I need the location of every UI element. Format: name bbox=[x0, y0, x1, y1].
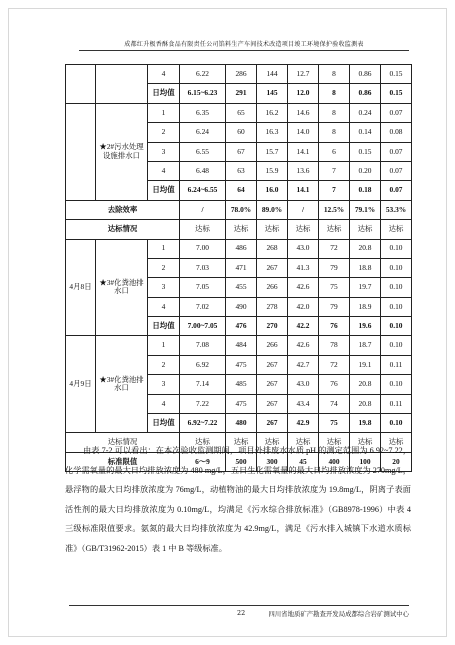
table-cell: 7.14 bbox=[180, 375, 226, 394]
table-cell: 16.2 bbox=[257, 103, 288, 122]
table-cell: 20 bbox=[381, 452, 412, 471]
table-cell: 0.11 bbox=[381, 355, 412, 374]
table-cell: 41.3 bbox=[288, 258, 319, 277]
sampling-point-label: ★3#化粪池排水口 bbox=[96, 336, 148, 433]
table-cell: 日均值 bbox=[148, 414, 180, 433]
table-cell: 42.9 bbox=[288, 414, 319, 433]
sampling-point-label: ★2#污水处理设施排水口 bbox=[96, 103, 148, 200]
table-cell: 达标 bbox=[257, 220, 288, 239]
table-cell: 270 bbox=[257, 317, 288, 336]
removal-efficiency-row bbox=[66, 200, 412, 219]
table-cell: 490 bbox=[226, 297, 257, 316]
table-cell: 64 bbox=[226, 181, 257, 200]
table-cell: 266 bbox=[257, 278, 288, 297]
table-cell: 72 bbox=[319, 355, 350, 374]
table-cell: 42.0 bbox=[288, 297, 319, 316]
table-cell: 达标 bbox=[288, 433, 319, 452]
row-label: 达标情况 bbox=[66, 220, 180, 239]
table-cell: 达标 bbox=[226, 220, 257, 239]
table-cell: 42.6 bbox=[288, 278, 319, 297]
table-cell: 19.7 bbox=[350, 278, 381, 297]
table-cell: 7.08 bbox=[180, 336, 226, 355]
table-cell: 6.24 bbox=[180, 123, 226, 142]
table-cell: 485 bbox=[226, 375, 257, 394]
table-cell: 43.4 bbox=[288, 394, 319, 413]
table-cell: 0.07 bbox=[381, 161, 412, 180]
blank-cell bbox=[96, 65, 148, 104]
table-cell: 达标 bbox=[257, 433, 288, 452]
table-cell: 0.86 bbox=[350, 84, 381, 103]
table-cell: 43.0 bbox=[288, 375, 319, 394]
table-cell: 78 bbox=[319, 336, 350, 355]
table-cell: 100 bbox=[350, 452, 381, 471]
table-cell: 4 bbox=[148, 297, 180, 316]
table-cell: 6 bbox=[319, 142, 350, 161]
table-cell: 267 bbox=[257, 394, 288, 413]
row-label: 去除效率 bbox=[66, 200, 180, 219]
table-cell: 455 bbox=[226, 278, 257, 297]
table-cell: 达标 bbox=[381, 220, 412, 239]
table-cell: 6.48 bbox=[180, 161, 226, 180]
table-cell: 3 bbox=[148, 142, 180, 161]
table-cell: 475 bbox=[226, 394, 257, 413]
table-cell: 7.05 bbox=[180, 278, 226, 297]
page-footer bbox=[69, 605, 409, 618]
table-cell: 42.7 bbox=[288, 355, 319, 374]
blank-cell bbox=[66, 65, 96, 104]
table-cell: 13.6 bbox=[288, 161, 319, 180]
table-cell: 7.22 bbox=[180, 394, 226, 413]
table-cell: 0.86 bbox=[350, 65, 381, 84]
table-cell: 267 bbox=[257, 375, 288, 394]
table-cell: 267 bbox=[257, 258, 288, 277]
table-cell: / bbox=[180, 200, 226, 219]
table-row bbox=[66, 65, 412, 84]
table-cell: 89.0% bbox=[257, 200, 288, 219]
table-cell: 达标 bbox=[180, 433, 226, 452]
table-cell: 2 bbox=[148, 355, 180, 374]
table-cell: 14.0 bbox=[288, 123, 319, 142]
table-cell: 0.10 bbox=[381, 297, 412, 316]
table-cell: 达标 bbox=[288, 220, 319, 239]
monitoring-results-table bbox=[65, 64, 412, 472]
table-cell: 达标 bbox=[381, 433, 412, 452]
table-cell: / bbox=[288, 200, 319, 219]
table-cell: 4 bbox=[148, 65, 180, 84]
table-cell: 60 bbox=[226, 123, 257, 142]
table-cell: 76 bbox=[319, 375, 350, 394]
table-cell: 7 bbox=[319, 181, 350, 200]
table-cell: 14.1 bbox=[288, 142, 319, 161]
table-cell: 达标 bbox=[180, 220, 226, 239]
table-row bbox=[66, 239, 412, 258]
table-cell: 4 bbox=[148, 394, 180, 413]
table-cell: 0.07 bbox=[381, 103, 412, 122]
table-cell: 0.07 bbox=[381, 142, 412, 161]
table-cell: 7.02 bbox=[180, 297, 226, 316]
table-cell: 12.5% bbox=[319, 200, 350, 219]
table-cell: 0.10 bbox=[381, 336, 412, 355]
table-cell: 63 bbox=[226, 161, 257, 180]
table-cell: 72 bbox=[319, 239, 350, 258]
table-cell: 1 bbox=[148, 239, 180, 258]
table-cell: 6.15~6.23 bbox=[180, 84, 226, 103]
table-cell: 12.7 bbox=[288, 65, 319, 84]
table-cell: 达标 bbox=[350, 433, 381, 452]
table-cell: 20.8 bbox=[350, 375, 381, 394]
table-cell: 8 bbox=[319, 103, 350, 122]
table-cell: 0.10 bbox=[381, 317, 412, 336]
table-cell: 0.20 bbox=[350, 161, 381, 180]
table-cell: 6.92 bbox=[180, 355, 226, 374]
table-cell: 14.1 bbox=[288, 181, 319, 200]
table-cell: 65 bbox=[226, 103, 257, 122]
table-cell: 53.3% bbox=[381, 200, 412, 219]
table-cell: 达标 bbox=[319, 433, 350, 452]
table-cell: 3 bbox=[148, 375, 180, 394]
compliance-row bbox=[66, 220, 412, 239]
table-cell: 19.8 bbox=[350, 414, 381, 433]
table-cell: 79 bbox=[319, 297, 350, 316]
table-cell: 266 bbox=[257, 336, 288, 355]
table-cell: 0.10 bbox=[381, 258, 412, 277]
table-cell: 16.3 bbox=[257, 123, 288, 142]
table-cell: 43.0 bbox=[288, 239, 319, 258]
table-cell: 20.8 bbox=[350, 239, 381, 258]
row-label: 标准限值 bbox=[66, 452, 180, 471]
table-cell: 0.10 bbox=[381, 375, 412, 394]
table-cell: 7 bbox=[319, 161, 350, 180]
table-cell: 79 bbox=[319, 258, 350, 277]
table-cell: 42.6 bbox=[288, 336, 319, 355]
table-cell: 18.9 bbox=[350, 297, 381, 316]
table-cell: 6～9 bbox=[180, 452, 226, 471]
table-cell: 475 bbox=[226, 355, 257, 374]
document-page bbox=[8, 8, 447, 637]
table-cell: 6.22 bbox=[180, 65, 226, 84]
table-cell: 0.14 bbox=[350, 123, 381, 142]
table-cell: 74 bbox=[319, 394, 350, 413]
table-row bbox=[66, 336, 412, 355]
table-cell: 144 bbox=[257, 65, 288, 84]
page-header: 成都红升极香酥食品有限责任公司馅料生产车间技术改造项目竣工环境保护验收监测表 bbox=[79, 39, 409, 51]
table-cell: 7.03 bbox=[180, 258, 226, 277]
table-cell: 79.1% bbox=[350, 200, 381, 219]
table-cell: 0.10 bbox=[381, 278, 412, 297]
table-cell: 8 bbox=[319, 84, 350, 103]
table-cell: 286 bbox=[226, 65, 257, 84]
table-cell: 6.92~7.22 bbox=[180, 414, 226, 433]
table-cell: 15.7 bbox=[257, 142, 288, 161]
table-cell: 15.9 bbox=[257, 161, 288, 180]
table-cell: 400 bbox=[319, 452, 350, 471]
table-cell: 145 bbox=[257, 84, 288, 103]
table-cell: 0.08 bbox=[381, 123, 412, 142]
table-cell: 8 bbox=[319, 123, 350, 142]
table-cell: 达标 bbox=[319, 220, 350, 239]
table-cell: 18.8 bbox=[350, 258, 381, 277]
table-cell: 20.8 bbox=[350, 394, 381, 413]
table-cell: 2 bbox=[148, 258, 180, 277]
table-cell: 达标 bbox=[226, 433, 257, 452]
table-cell: 2 bbox=[148, 123, 180, 142]
table-cell: 268 bbox=[257, 239, 288, 258]
table-cell: 278 bbox=[257, 297, 288, 316]
table-cell: 14.6 bbox=[288, 103, 319, 122]
table-cell: 6.24~6.55 bbox=[180, 181, 226, 200]
page-number: 22 bbox=[237, 609, 246, 617]
table-cell: 480 bbox=[226, 414, 257, 433]
table-cell: 300 bbox=[257, 452, 288, 471]
table-cell: 1 bbox=[148, 336, 180, 355]
conclusion-paragraph bbox=[65, 441, 411, 559]
table-cell: 267 bbox=[257, 414, 288, 433]
table-cell: 0.10 bbox=[381, 239, 412, 258]
table-cell: 0.18 bbox=[350, 181, 381, 200]
table-cell: 19.6 bbox=[350, 317, 381, 336]
table-cell: 19.1 bbox=[350, 355, 381, 374]
date-cell: 4月8日 bbox=[66, 239, 96, 336]
table-cell: 42.2 bbox=[288, 317, 319, 336]
table-cell: 500 bbox=[226, 452, 257, 471]
table-cell: 日均值 bbox=[148, 317, 180, 336]
table-cell: 12.0 bbox=[288, 84, 319, 103]
row-label: 达标情况 bbox=[66, 433, 180, 452]
conclusion-text: 由表 7-2 可以看出：在本次验收监测期间，项目外排废水水质 pH 的测定范围为 6.92~7.22，化学需氧量的最大日均排放浓度为 480 mg/L，五日生化需氧量的最大日均排放浓度为 270mg/L，悬浮物的最大日均排放浓度为 76mg/L，动植物油的最大日均排放浓度为 19.8mg/L，阴离子表面活性剂的最大日均排放浓度为 0.10mg/L，均满足《污水综合排放标准》（GB8978-1996）中表 4 三级标准限值要求。氨氮的最大日均排放浓度为 42.9mg/L，满足《污水排入城镇下水道水质标准》（GB/T31962-2015）表 1 中 B 等级标准。 bbox=[65, 446, 411, 553]
table-cell: 0.24 bbox=[350, 103, 381, 122]
table-cell: 6.55 bbox=[180, 142, 226, 161]
table-cell: 67 bbox=[226, 142, 257, 161]
table-cell: 1 bbox=[148, 103, 180, 122]
table-cell: 日均值 bbox=[148, 181, 180, 200]
table-cell: 0.10 bbox=[381, 414, 412, 433]
table-cell: 3 bbox=[148, 278, 180, 297]
table-cell: 78.0% bbox=[226, 200, 257, 219]
table-cell: 45 bbox=[288, 452, 319, 471]
table-cell: 75 bbox=[319, 414, 350, 433]
table-cell: 75 bbox=[319, 278, 350, 297]
sampling-point-label: ★3#化粪池排水口 bbox=[96, 239, 148, 336]
table-cell: 8 bbox=[319, 65, 350, 84]
table-cell: 291 bbox=[226, 84, 257, 103]
table-cell: 0.15 bbox=[381, 84, 412, 103]
table-cell: 0.11 bbox=[381, 394, 412, 413]
date-cell: 4月9日 bbox=[66, 336, 96, 433]
table-cell: 484 bbox=[226, 336, 257, 355]
table-row bbox=[66, 103, 412, 122]
table-cell: 7.00~7.05 bbox=[180, 317, 226, 336]
table-cell: 76 bbox=[319, 317, 350, 336]
table-cell: 18.7 bbox=[350, 336, 381, 355]
footer-organization: 四川省地质矿产勘查开发局成都综合岩矿测试中心 bbox=[268, 610, 409, 618]
table-cell: 16.0 bbox=[257, 181, 288, 200]
table-cell: 471 bbox=[226, 258, 257, 277]
table-cell: 267 bbox=[257, 355, 288, 374]
table-cell: 0.15 bbox=[350, 142, 381, 161]
table-cell: 7.00 bbox=[180, 239, 226, 258]
table-cell: 4 bbox=[148, 161, 180, 180]
table-cell: 476 bbox=[226, 317, 257, 336]
table-cell: 0.07 bbox=[381, 181, 412, 200]
table-cell: 0.15 bbox=[381, 65, 412, 84]
table-cell: 486 bbox=[226, 239, 257, 258]
blank-cell bbox=[66, 103, 96, 200]
table-cell: 6.35 bbox=[180, 103, 226, 122]
table-cell: 达标 bbox=[350, 220, 381, 239]
table-cell: 日均值 bbox=[148, 84, 180, 103]
